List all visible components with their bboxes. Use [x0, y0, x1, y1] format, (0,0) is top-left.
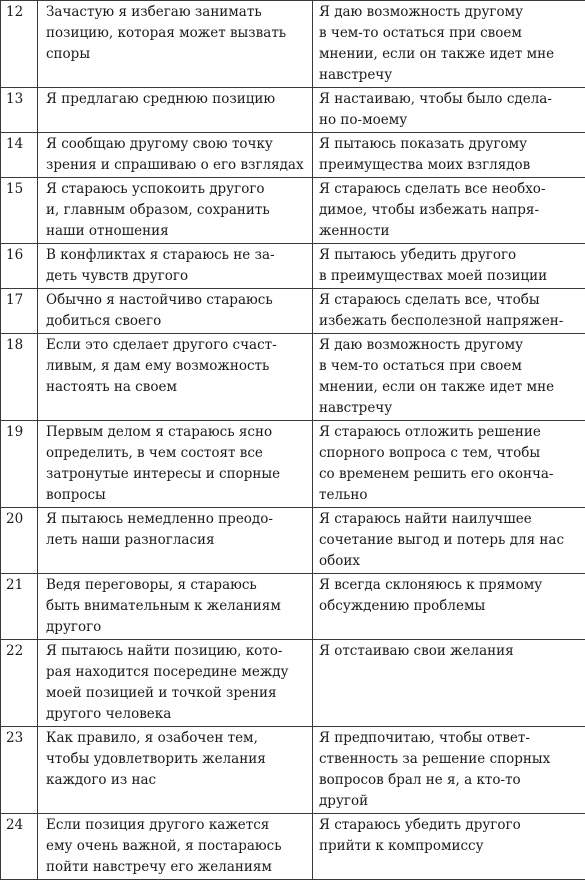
cell-text-line: преимущества моих взглядов	[319, 155, 579, 176]
cell-text-line: навстречу	[319, 65, 579, 86]
cell-text-line: но по-моему	[319, 110, 579, 131]
cell-text-line: деть чувств другого	[46, 266, 306, 287]
row-number: 17	[1, 289, 38, 334]
table-row	[1, 421, 585, 508]
table-row	[1, 508, 585, 574]
cell-text-line: другого человека	[46, 704, 306, 725]
row-number: 12	[1, 1, 38, 88]
cell-text-line: Я стараюсь найти наилучшее	[319, 509, 579, 530]
option-a-cell	[38, 640, 313, 727]
cell-text-line: Я настаиваю, чтобы было сдела-	[319, 89, 579, 110]
row-number: 16	[1, 244, 38, 289]
cell-text-line: обоих	[319, 551, 579, 572]
cell-text-line: определить, в чем состоят все	[46, 443, 306, 464]
cell-text-line: прийти к компромиссу	[319, 836, 579, 857]
cell-text-line: наши отношения	[46, 221, 306, 242]
cell-text-line: в преимуществах моей позиции	[319, 266, 579, 287]
option-a-cell	[38, 88, 313, 133]
table-row	[1, 289, 585, 334]
table-row	[1, 1, 585, 88]
cell-text-line: чтобы удовлетворить желания	[46, 749, 306, 770]
option-b-cell	[313, 727, 585, 814]
cell-text-line: Я пытаюсь найти позицию, кото-	[46, 641, 306, 662]
table-row	[1, 88, 585, 133]
option-a-cell	[38, 574, 313, 640]
option-a-cell	[38, 508, 313, 574]
option-b-cell	[313, 88, 585, 133]
row-number: 21	[1, 574, 38, 640]
cell-text-line: В конфликтах я стараюсь не за-	[46, 245, 306, 266]
option-b-cell	[313, 178, 585, 244]
option-b-cell	[313, 574, 585, 640]
option-a-cell	[38, 178, 313, 244]
option-a-cell	[38, 1, 313, 88]
table-row	[1, 727, 585, 814]
cell-text-line: добиться своего	[46, 311, 306, 332]
cell-text-line: настоять на своем	[46, 377, 306, 398]
row-number: 23	[1, 727, 38, 814]
cell-text-line: ливым, я дам ему возможность	[46, 356, 306, 377]
option-a-cell	[38, 727, 313, 814]
cell-text-line: другого	[46, 617, 306, 638]
row-number: 18	[1, 334, 38, 421]
cell-text-line: каждого из нас	[46, 770, 306, 791]
cell-text-line: Если это сделает другого счаст-	[46, 335, 306, 356]
cell-text-line: Я даю возможность другому	[319, 335, 579, 356]
cell-text-line: Обычно я настойчиво стараюсь	[46, 290, 306, 311]
cell-text-line: Я стараюсь сделать все, чтобы	[319, 290, 579, 311]
cell-text-line: обсуждению проблемы	[319, 596, 579, 617]
cell-text-line: мнении, если он также идет мне	[319, 377, 579, 398]
option-a-cell	[38, 421, 313, 508]
cell-text-line: мнении, если он также идет мне	[319, 44, 579, 65]
table-row	[1, 334, 585, 421]
table-row	[1, 640, 585, 727]
table-row	[1, 814, 585, 880]
option-b-cell	[313, 640, 585, 727]
cell-text-line: тельно	[319, 485, 579, 506]
cell-text-line: споры	[46, 44, 306, 65]
cell-text-line: леть наши разногласия	[46, 530, 306, 551]
option-a-cell	[38, 133, 313, 178]
cell-text-line: Я даю возможность другому	[319, 2, 579, 23]
cell-text-line: другой	[319, 791, 579, 812]
option-b-cell	[313, 421, 585, 508]
cell-text-line: избежать бесполезной напряжен-	[319, 311, 579, 332]
cell-text-line: Я стараюсь отложить решение	[319, 422, 579, 443]
cell-text-line: Если позиция другого кажется	[46, 815, 306, 836]
table-row	[1, 133, 585, 178]
option-b-cell	[313, 244, 585, 289]
option-b-cell	[313, 289, 585, 334]
cell-text-line: навстречу	[319, 398, 579, 419]
option-a-cell	[38, 334, 313, 421]
row-number: 14	[1, 133, 38, 178]
cell-text-line: моей позицией и точкой зрения	[46, 683, 306, 704]
option-b-cell	[313, 508, 585, 574]
row-number: 20	[1, 508, 38, 574]
row-number: 19	[1, 421, 38, 508]
option-b-cell	[313, 814, 585, 880]
cell-text-line: со временем решить его оконча-	[319, 464, 579, 485]
option-b-cell	[313, 1, 585, 88]
cell-text-line: Зачастую я избегаю занимать	[46, 2, 306, 23]
cell-text-line: в чем-то остаться при своем	[319, 356, 579, 377]
cell-text-line: зрения и спрашиваю о его взглядах	[46, 155, 306, 176]
row-number: 24	[1, 814, 38, 880]
cell-text-line: вопросы	[46, 485, 306, 506]
row-number: 15	[1, 178, 38, 244]
cell-text-line: Я отстаиваю свои желания	[319, 641, 579, 662]
cell-text-line: быть внимательным к желаниям	[46, 596, 306, 617]
cell-text-line: вопросов брал не я, а кто-то	[319, 770, 579, 791]
cell-text-line: рая находится посередине между	[46, 662, 306, 683]
cell-text-line: димое, чтобы избежать напря-	[319, 200, 579, 221]
cell-text-line: Я всегда склоняюсь к прямому	[319, 575, 579, 596]
cell-text-line: ственность за решение спорных	[319, 749, 579, 770]
cell-text-line: Я пытаюсь немедленно преодо-	[46, 509, 306, 530]
cell-text-line: в чем-то остаться при своем	[319, 23, 579, 44]
cell-text-line: позицию, которая может вызвать	[46, 23, 306, 44]
option-b-cell	[313, 133, 585, 178]
cell-text-line: Я стараюсь сделать все необхо-	[319, 179, 579, 200]
table-row	[1, 574, 585, 640]
cell-text-line: сочетание выгод и потерь для нас	[319, 530, 579, 551]
table-row	[1, 244, 585, 289]
cell-text-line: Первым делом я стараюсь ясно	[46, 422, 306, 443]
cell-text-line: Как правило, я озабочен тем,	[46, 728, 306, 749]
cell-text-line: Я пытаюсь убедить другого	[319, 245, 579, 266]
option-a-cell	[38, 814, 313, 880]
cell-text-line: Я предпочитаю, чтобы ответ-	[319, 728, 579, 749]
table-body	[1, 1, 585, 880]
option-a-cell	[38, 244, 313, 289]
cell-text-line: и, главным образом, сохранить	[46, 200, 306, 221]
row-number: 22	[1, 640, 38, 727]
cell-text-line: Я сообщаю другому свою точку	[46, 134, 306, 155]
row-number: 13	[1, 88, 38, 133]
cell-text-line: женности	[319, 221, 579, 242]
cell-text-line: Ведя переговоры, я стараюсь	[46, 575, 306, 596]
cell-text-line: ему очень важной, я постараюсь	[46, 836, 306, 857]
cell-text-line: Я пытаюсь показать другому	[319, 134, 579, 155]
option-a-cell	[38, 289, 313, 334]
cell-text-line: Я предлагаю среднюю позицию	[46, 89, 306, 110]
cell-text-line: Я стараюсь убедить другого	[319, 815, 579, 836]
cell-text-line: пойти навстречу его желаниям	[46, 857, 306, 878]
cell-text-line: спорного вопроса с тем, чтобы	[319, 443, 579, 464]
option-b-cell	[313, 334, 585, 421]
cell-text-line: Я стараюсь успокоить другого	[46, 179, 306, 200]
table-row	[1, 178, 585, 244]
cell-text-line: затронутые интересы и спорные	[46, 464, 306, 485]
